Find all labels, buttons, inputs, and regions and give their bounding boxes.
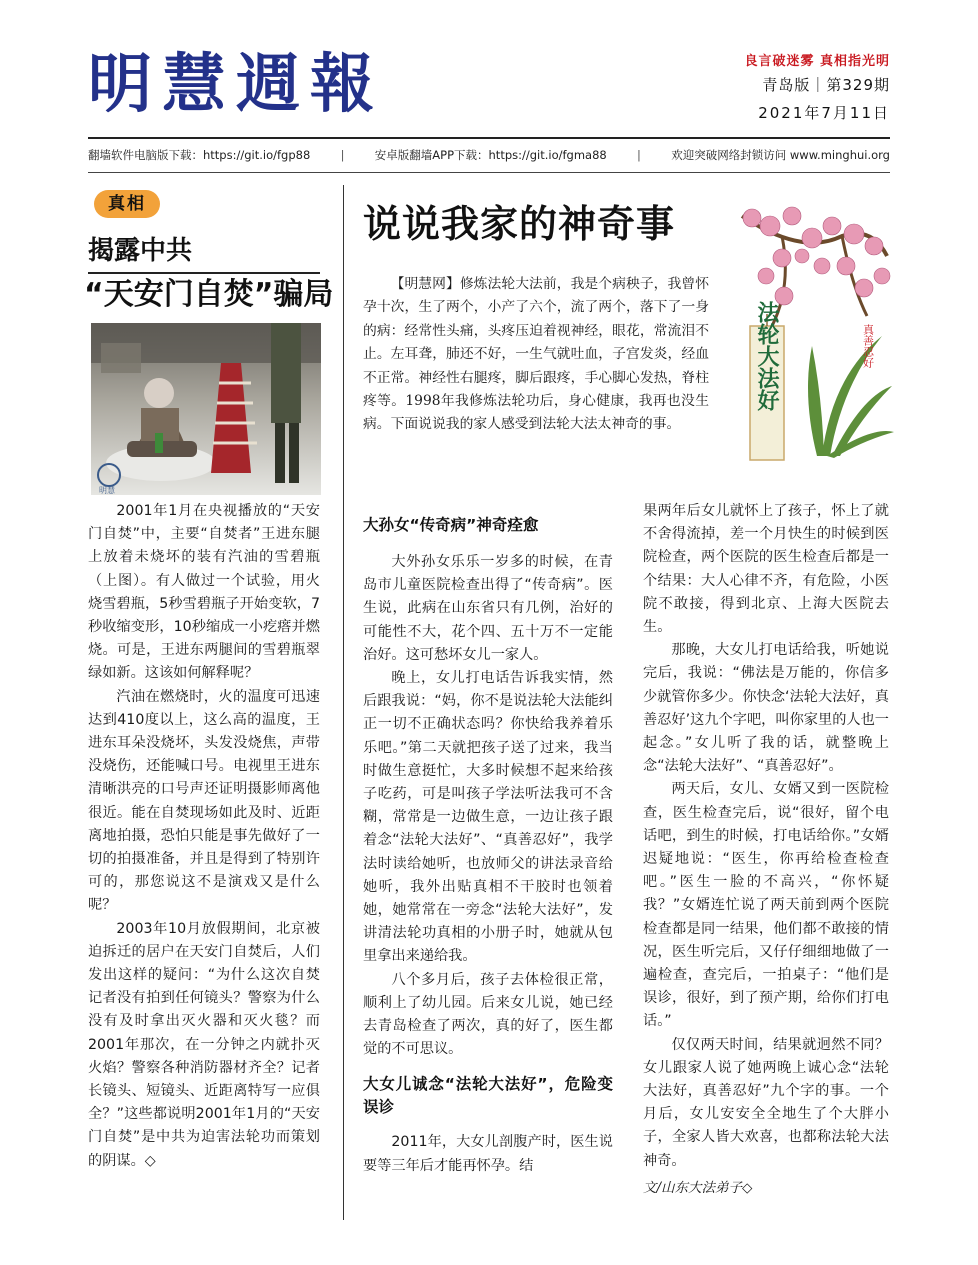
masthead-rule xyxy=(88,137,890,139)
issue-date: 2021年7月11日 xyxy=(758,104,890,122)
download-bar xyxy=(88,145,890,165)
separator: | xyxy=(340,148,345,162)
paragraph-continuation: 果两年后女儿就怀上了孩子，怀上了就不舍得流掉，差一个月快生的时候到医院检查，两个医院的医生检查后都是一个结果：大人心律不齐，有危险，小医院不敢接，得到北京、上海大医院去生。 xyxy=(643,503,889,636)
website-link[interactable]: 欢迎突破网络封锁访问 www.minghui.org xyxy=(671,148,890,162)
left-article-body xyxy=(88,500,320,1173)
main-article-column-2 xyxy=(643,500,889,1200)
author-signature: 文/山东大法弟子◇ xyxy=(643,1179,753,1196)
masthead-slogan: 良言破迷雾 真相指光明 xyxy=(744,54,890,69)
photo-watermark: 明慧 xyxy=(99,486,115,495)
paragraph: 2003年10月放假期间，北京被迫拆迁的居户在天安门自焚后，人们发出这样的疑问：“为什么这次自焚记者没有拍到任何镜头？警察为什么没有及时拿出灭火器和灭火毯？而2001年那次，在一分钟之内就扑灭火焰？警察各种消防器材齐全？记者长镜头、短镜头、近距离特写一应俱全？”这些都说明2001年1月的“天安门自焚”是中共为迫害法轮功而策划的阴谋。◇ xyxy=(88,920,320,1169)
art-text-zhen-shan-ren: 真善忍好 xyxy=(861,324,875,368)
headline-rule xyxy=(88,272,320,274)
download-bar-rule xyxy=(88,172,890,173)
paragraph: 汽油在燃烧时，火的温度可迅速达到410度以上，这么高的温度，王进东耳朵没烧坏，头发没烧焦，声带没烧伤，还能喊口号。电视里王进东清晰洪亮的口号声还证明摄影师离他很近。能在自焚现场如此及时、近距离地拍摄，恐怕只能是事先做好了一切的拍摄准备，并且是得到了特别许可的，那您说这不是演戏又是什么呢？ xyxy=(88,688,320,914)
main-article-title: 说说我家的神奇事 xyxy=(363,202,676,246)
column-divider xyxy=(343,185,344,1220)
main-article-column-1 xyxy=(363,514,613,1178)
truth-badge: 真相 xyxy=(94,190,160,218)
paragraph: 仅仅两天时间，结果就迥然不同？女儿跟家人说了她两晚上诚心念“法轮大法好，真善忍好”九个字的事。一个月后，女儿安安全全地生了个大胖小子，全家人皆大欢喜，也都称法轮大法神奇。 xyxy=(643,1036,889,1169)
paragraph: 那晚，大女儿打电话给我，听她说完后，我说：“佛法是万能的，你信多少就管你多少。你快念‘法轮大法好，真善忍好’这九个字吧，叫你家里的人也一起念。”女儿听了我的话，就整晚上念“法轮大法好”、“真善忍好”。 xyxy=(643,642,889,775)
section-heading: 大女儿诚念“法轮大法好”，危险变误诊 xyxy=(363,1075,613,1117)
self-immolation-photo xyxy=(91,323,321,495)
masthead-title: 明慧週報 xyxy=(88,47,384,122)
paragraph: 2001年1月在央视播放的“天安门自焚”中，主要“自焚者”王进东腿上放着未烧坏的装有汽油的雪碧瓶（上图）。有人做过一个试验，用火烧雪碧瓶，5秒雪碧瓶子开始变软，7秒收缩变形，10秒缩成一小疙瘩并燃烧。可是，王进东两腿间的雪碧瓶翠绿如新。这该如何解释呢？ xyxy=(88,503,320,682)
left-headline-line1: 揭露中共 xyxy=(88,236,193,266)
section-heading: 大孙女“传奇病”神奇痊愈 xyxy=(363,516,539,534)
left-headline-line2: “天安门自焚”骗局 xyxy=(84,277,334,312)
lead-paragraph: 【明慧网】修炼法轮大法前，我是个病秧子，我曾怀孕十次，生了两个，小产了六个，流了两个，落下了一身的病：经常性头痛，头疼压迫着视神经，眼花，常流泪不止。左耳聋，肺还不好，一生气就吐血，子宫发炎，经血不正常。神经性右腿疼，脚后跟疼，手心脚心发热，脊柱疼等。1998年我修炼法轮功后，身心健康，我再也没生病。下面说说我的家人感受到法轮大法太神奇的事。 xyxy=(363,276,709,433)
edition-label: 青岛版｜第329期 xyxy=(762,76,890,94)
falun-dafa-flower-illustration xyxy=(722,196,894,468)
pc-download-link[interactable]: 翻墙软件电脑版下载：https://git.io/fgp88 xyxy=(88,148,311,162)
paragraph: 两天后，女儿、女婿又到一医院检查，医生检查完后，说“很好，留个电话吧，到生的时候，打电话给你。”女婿迟疑地说：“医生，你再给检查检查吧。”医生一脸的不高兴，“你怀疑我？”女婿连忙说了两天前到两个医院检查都是同一结果，他们都不敢接的情况，医生听完后，又仔仔细细地做了一遍检查，查完后，一拍桌子：“他们是误诊，很好，到了预产期，给你们打电话。” xyxy=(643,781,889,1030)
paragraph: 八个多月后，孩子去体检很正常，顺利上了幼儿园。后来女儿说，她已经去青岛检查了两次，真的好了，医生都觉的不可思议。 xyxy=(363,971,613,1058)
paragraph: 2011年，大女儿剖腹产时，医生说要等三年后才能再怀孕。结 xyxy=(363,1134,613,1174)
art-text-falun-dafa: 法轮大法好 xyxy=(754,301,780,411)
android-download-link[interactable]: 安卓版翻墙APP下载：https://git.io/fgma88 xyxy=(374,148,607,162)
separator: | xyxy=(637,148,641,162)
main-article-lead xyxy=(363,273,709,437)
paragraph: 晚上，女儿打电话告诉我实情，然后跟我说：“妈，你不是说法轮大法能纠正一切不正确状态吗？你快给我养着乐乐吧。”第二天就把孩子送了过来，我当时做生意挺忙，大多时候想不起来给孩子吃药，可是叫孩子学法听法我可不含糊，常常是一边做生意，一边让孩子跟着念“法轮大法好”、“真善忍好”，我学法时读给她听，也放师父的讲法录音给她听，我外出贴真相不干胶时也领着她，她常常在一旁念“法轮大法好”，发讲清法轮功真相的小册子时，她就从包里拿出来递给我。 xyxy=(363,670,613,965)
paragraph: 大外孙女乐乐一岁多的时候，在青岛市儿童医院检查出得了“传奇病”。医生说，此病在山东省只有几例，治好的可能性不大，花个四、五十万不一定能治好。这可愁坏女儿一家人。 xyxy=(363,554,613,663)
